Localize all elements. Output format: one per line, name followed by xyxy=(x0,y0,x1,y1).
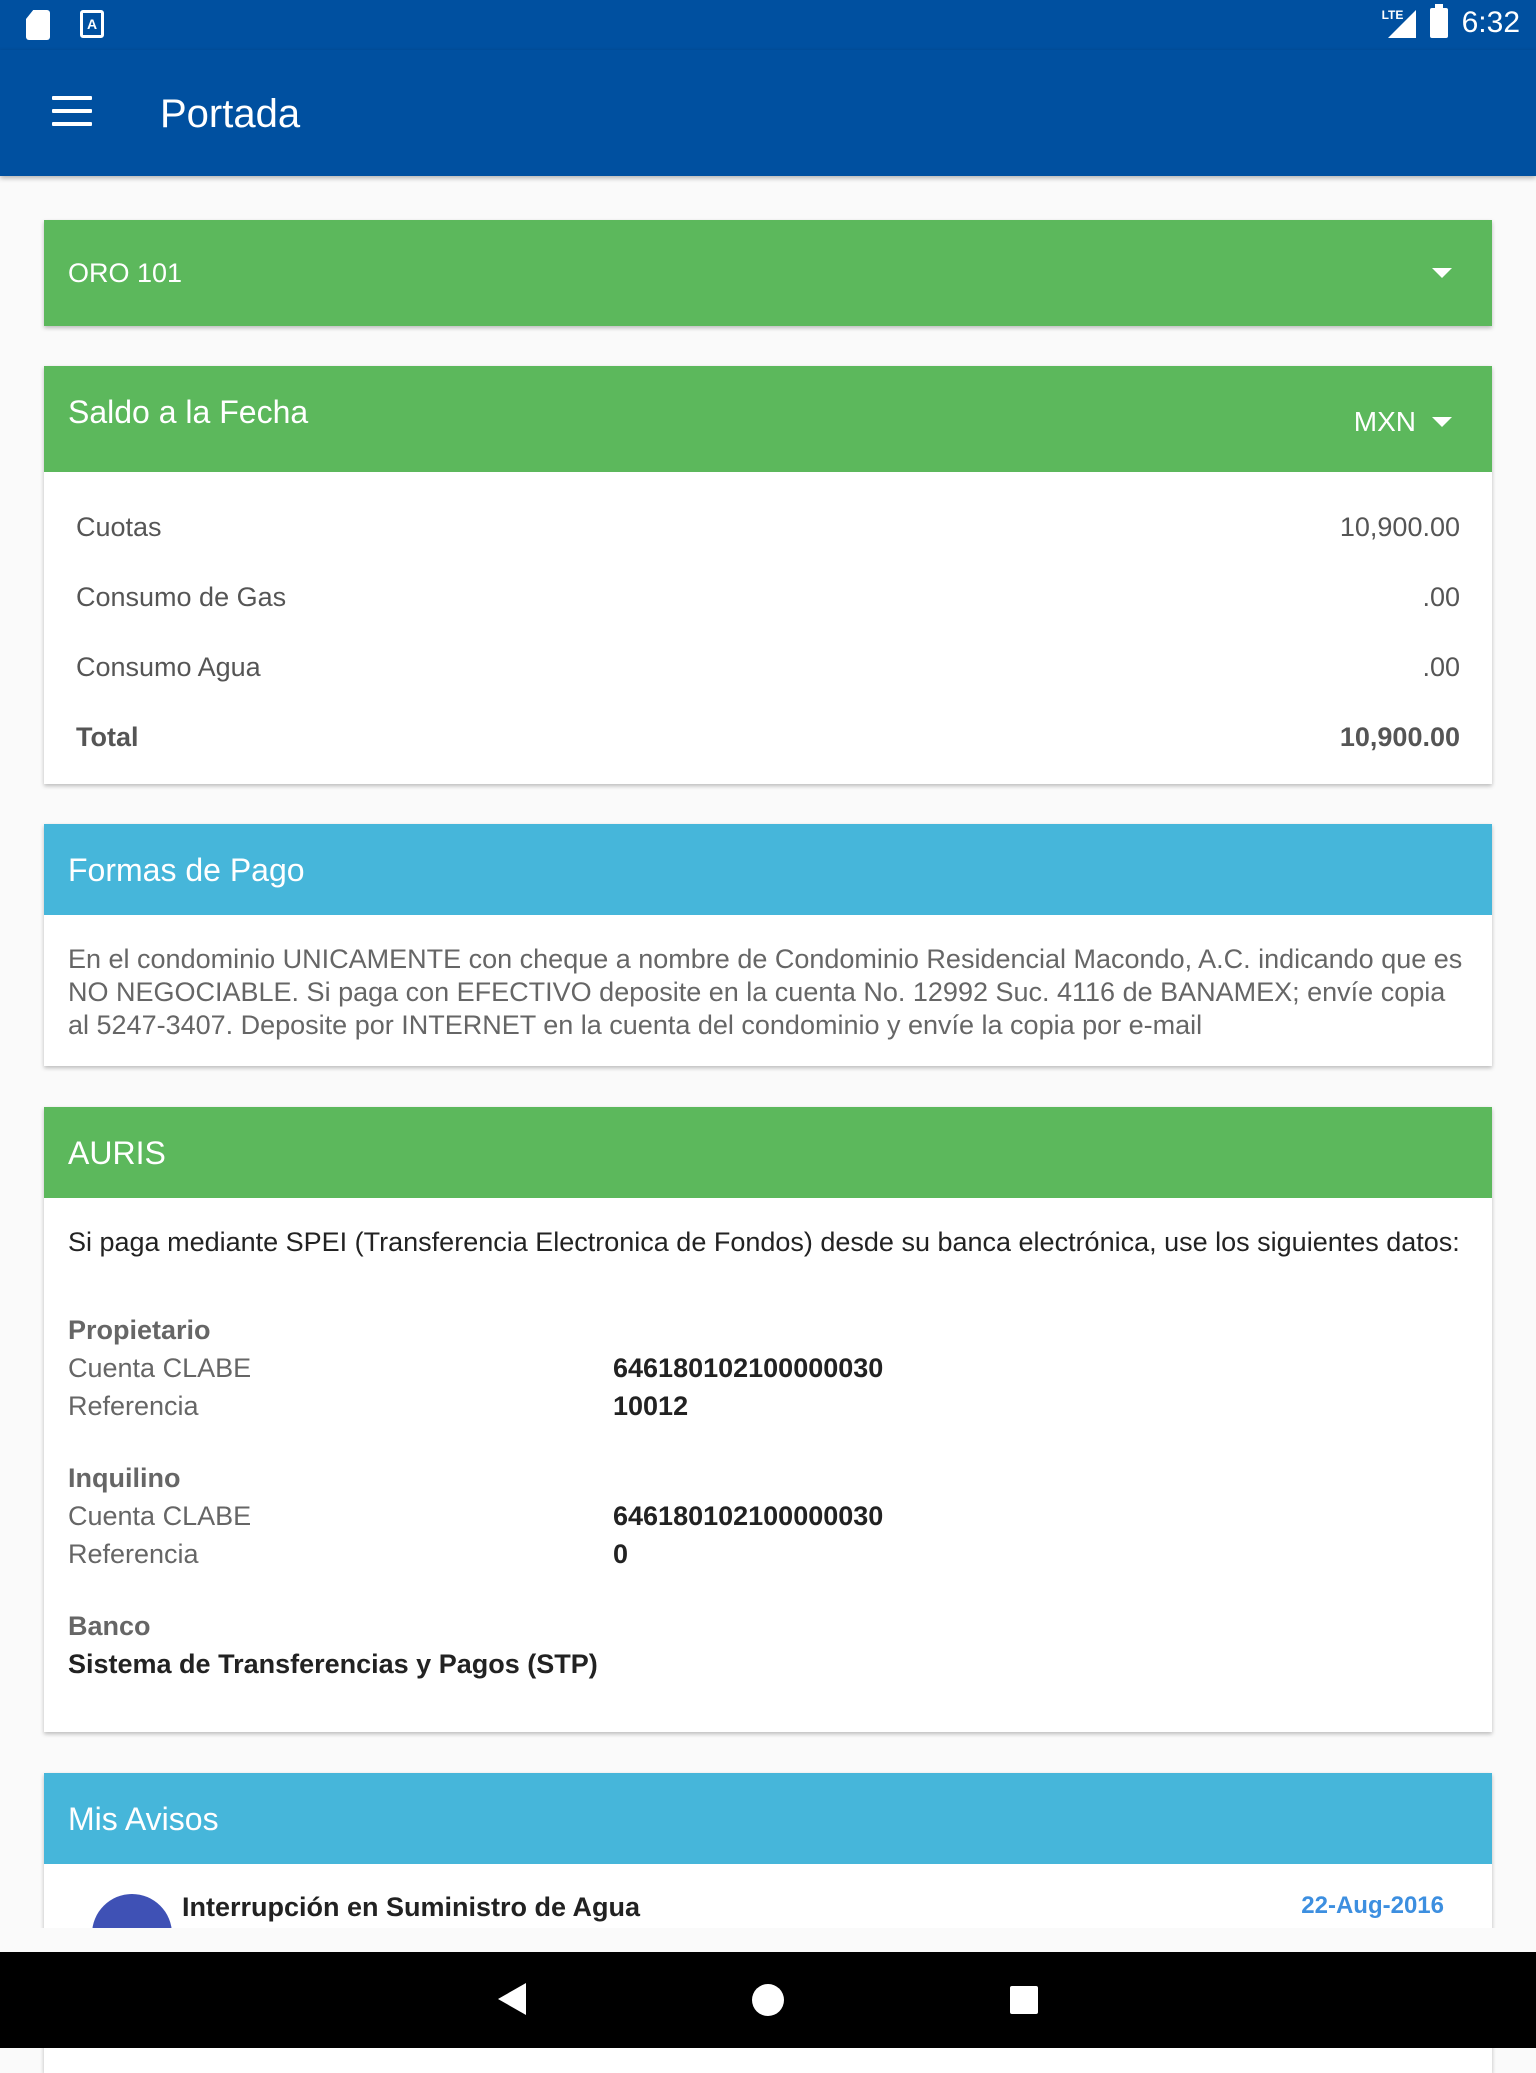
owner-ref-label: Referencia xyxy=(68,1391,199,1421)
auris-card xyxy=(44,1107,1492,1732)
balance-row-value: .00 xyxy=(1422,581,1460,612)
notice-title: Interrupción en Suministro de Agua xyxy=(182,1892,641,1922)
balance-row-label: Consumo Agua xyxy=(76,651,261,682)
battery-icon xyxy=(1430,8,1448,38)
balance-total-label: Total xyxy=(76,721,139,752)
balance-card xyxy=(44,366,1492,784)
auris-intro: Si paga mediante SPEI (Transferencia Electronica de Fondos) desde su banca electrónica, use los siguientes datos: xyxy=(68,1227,1460,1257)
balance-row-value: 10,900.00 xyxy=(1339,511,1460,542)
page-title: Portada xyxy=(160,92,301,136)
balance-row xyxy=(76,632,1460,702)
owner-ref-value: 10012 xyxy=(613,1391,689,1421)
content-edge xyxy=(0,1928,1536,1952)
bank-name: Sistema de Transferencias y Pagos (STP) xyxy=(68,1649,598,1679)
home-icon[interactable] xyxy=(752,1984,784,2016)
currency-selector[interactable] xyxy=(1354,406,1452,438)
auris-title: AURIS xyxy=(68,1135,166,1171)
status-bar xyxy=(0,0,1536,50)
tenant-heading: Inquilino xyxy=(68,1463,181,1493)
notice-date: 22-Aug-2016 xyxy=(1301,1892,1444,1919)
tenant-ref-label: Referencia xyxy=(68,1539,199,1569)
balance-row xyxy=(76,562,1460,632)
app-bar xyxy=(0,50,1536,176)
tenant-clabe-value: 646180102100000030 xyxy=(613,1501,884,1531)
balance-row xyxy=(76,492,1460,562)
status-time: 6:32 xyxy=(1461,6,1520,39)
lte-signal-icon: LTE xyxy=(1382,6,1416,40)
sd-card-icon xyxy=(26,10,50,40)
balance-row-value: .00 xyxy=(1422,651,1460,682)
balance-row-label: Consumo de Gas xyxy=(76,581,287,612)
balance-title: Saldo a la Fecha xyxy=(68,394,309,430)
currency-value: MXN xyxy=(1353,406,1416,437)
payment-methods-title: Formas de Pago xyxy=(68,852,305,888)
tenant-clabe-label: Cuenta CLABE xyxy=(68,1501,252,1531)
owner-heading: Propietario xyxy=(68,1315,211,1345)
balance-row-label: Cuotas xyxy=(76,511,162,542)
payment-methods-text: En el condominio UNICAMENTE con cheque a nombre de Condominio Residencial Macondo, A.C. indicando que es NO NEGOCIABLE. Si paga con EFECTIVO deposite en la cuenta No. 12992 Suc. 4116 de BANAMEX; envíe copia al 5247-3407. Deposite por INTERNET en la cuenta del condominio y envíe la copia por e-mail xyxy=(68,944,1463,1040)
system-nav-bar xyxy=(0,1952,1536,2048)
balance-total-value: 10,900.00 xyxy=(1339,721,1460,752)
owner-clabe-label: Cuenta CLABE xyxy=(68,1353,252,1383)
payment-methods-card xyxy=(44,824,1492,1066)
recent-apps-icon[interactable] xyxy=(1010,1986,1038,2014)
dropdown-arrow-icon xyxy=(1432,417,1452,427)
owner-clabe-value: 646180102100000030 xyxy=(613,1353,884,1383)
back-icon[interactable] xyxy=(498,1983,526,2015)
bank-heading: Banco xyxy=(68,1611,151,1641)
unit-selector[interactable] xyxy=(44,220,1492,326)
tenant-ref-value: 0 xyxy=(613,1539,629,1569)
app-notification-icon: A xyxy=(80,10,104,38)
hamburger-menu-icon[interactable] xyxy=(52,96,92,126)
unit-selector-value: ORO 101 xyxy=(68,258,183,288)
dropdown-arrow-icon[interactable] xyxy=(1432,268,1452,278)
balance-total-row xyxy=(76,702,1460,772)
notices-title: Mis Avisos xyxy=(68,1801,219,1837)
